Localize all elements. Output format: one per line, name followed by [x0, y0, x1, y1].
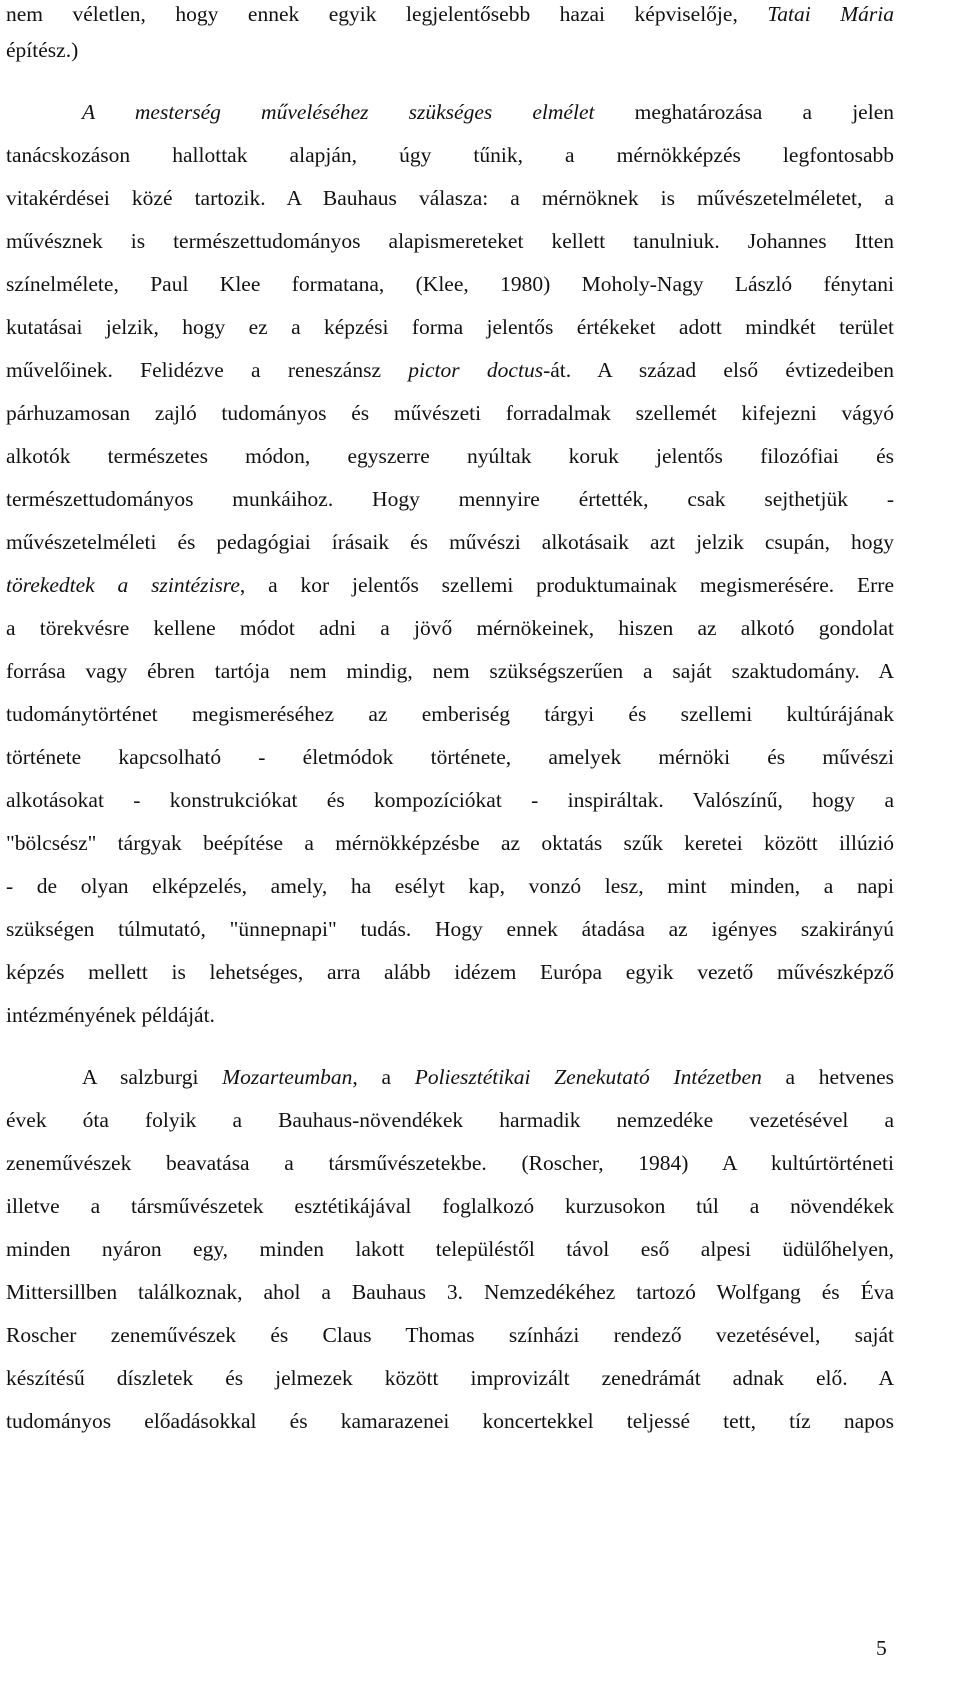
text-line [6, 36, 894, 64]
text-line [6, 0, 894, 28]
italic-text: Poliesztétikai Zenekutató Intézetben [414, 1065, 762, 1089]
text-run: tudománytörténet megismeréséhez az emberiség tárgyi és szellemi kultúrájának [6, 702, 894, 726]
text-run: kutatásai jelzik, hogy ez a képzési forma jelentős értékeket adott mindkét terület [6, 315, 894, 339]
text-run: színelmélete, Paul Klee formatana, (Klee, 1980) Moholy-Nagy László fénytani [6, 272, 894, 296]
text-run: Mittersillben találkoznak, ahol a Bauhaus 3. Nemzedékéhez tartozó Wolfgang és Éva [6, 1280, 894, 1304]
text-line [6, 528, 894, 556]
italic-text: Mozarteumban [222, 1065, 353, 1089]
page-number: 5 [876, 1636, 887, 1660]
text-run: illetve a társművészetek esztétikájával foglalkozó kurzusokon túl a növendékek [6, 1194, 894, 1218]
text-line [6, 485, 894, 513]
text-line [6, 270, 894, 298]
text-line [6, 141, 894, 169]
text-line [6, 571, 894, 599]
text-run: , a [352, 1065, 415, 1089]
text-line [6, 915, 894, 943]
text-line [6, 399, 894, 427]
text-line [6, 700, 894, 728]
text-line [6, 743, 894, 771]
text-run: "bölcsész" tárgyak beépítése a mérnökképzésbe az oktatás szűk keretei között illúzió [6, 831, 894, 855]
text-run: párhuzamosan zajló tudományos és művészeti forradalmak szellemét kifejezni vágyó [6, 401, 894, 425]
text-run: művésznek is természettudományos alapismereteket kellett tanulniuk. Johannes Itten [6, 229, 894, 253]
text-line [6, 313, 894, 341]
text-line [6, 1149, 894, 1177]
text-run: Roscher zeneművészek és Claus Thomas színházi rendező vezetésével, saját [6, 1323, 894, 1347]
text-line [6, 1321, 894, 1349]
text-line [6, 442, 894, 470]
text-run: , a kor jelentős szellemi produktumainak megismerésére. Erre [239, 573, 894, 597]
text-run: A salzburgi [82, 1065, 223, 1089]
text-run: alkotók természetes módon, egyszerre nyúltak koruk jelentős filozófiai és [6, 444, 894, 468]
text-line [82, 1063, 894, 1091]
text-run: -át. A század első évtizedeiben [543, 358, 894, 382]
text-run: meghatározása a jelen [594, 100, 894, 124]
italic-text: pictor doctus [408, 358, 544, 382]
text-line [6, 872, 894, 900]
text-line [6, 1278, 894, 1306]
text-line [6, 1001, 894, 1029]
text-line [6, 1106, 894, 1134]
text-line [6, 786, 894, 814]
text-run: zeneművészek beavatása a társművészetekbe. (Roscher, 1984) A kultúrtörténeti [6, 1151, 894, 1175]
text-run: - de olyan elképzelés, amely, ha esélyt kap, vonzó lesz, mint minden, a napi [6, 874, 894, 898]
text-run: tudományos előadásokkal és kamarazenei koncertekkel teljessé tett, tíz napos [6, 1409, 894, 1433]
text-line [6, 829, 894, 857]
text-run: minden nyáron egy, minden lakott településtől távol eső alpesi üdülőhelyen, [6, 1237, 894, 1261]
text-run: nem véletlen, hogy ennek egyik legjelentősebb hazai képviselője, [6, 2, 768, 26]
text-run: művészetelméleti és pedagógiai írásaik és művészi alkotásaik azt jelzik csupán, hogy [6, 530, 894, 554]
text-run: története kapcsolható - életmódok története, amelyek mérnöki és művészi [6, 745, 894, 769]
italic-text: Tatai Mária [767, 2, 894, 26]
text-line [6, 227, 894, 255]
text-run: a törekvésre kellene módot adni a jövő mérnökeinek, hiszen az alkotó gondolat [6, 616, 894, 640]
text-line [82, 98, 894, 126]
text-run: évek óta folyik a Bauhaus-növendékek harmadik nemzedéke vezetésével a [6, 1108, 894, 1132]
text-line [6, 1192, 894, 1220]
text-line [6, 184, 894, 212]
text-run: vitakérdései közé tartozik. A Bauhaus válasza: a mérnöknek is művészetelméletet, a [6, 186, 894, 210]
text-run: készítésű díszletek és jelmezek között improvizált zenedrámát adnak elő. A [6, 1366, 894, 1390]
text-run: természettudományos munkáihoz. Hogy mennyire értették, csak sejthetjük - [6, 487, 894, 511]
text-run: tanácskozáson hallottak alapján, úgy tűnik, a mérnökképzés legfontosabb [6, 143, 894, 167]
text-line [6, 657, 894, 685]
text-run: szükségen túlmutató, "ünnepnapi" tudás. Hogy ennek átadása az igényes szakirányú [6, 917, 894, 941]
text-line [6, 614, 894, 642]
text-line [6, 958, 894, 986]
text-run: forrása vagy ébren tartója nem mindig, nem szükségszerűen a saját szaktudomány. A [6, 659, 894, 683]
text-run: építész.) [6, 38, 79, 62]
text-run: művelőinek. Felidézve a reneszánsz [6, 358, 409, 382]
text-line [6, 1364, 894, 1392]
text-run: intézményének példáját. [6, 1003, 215, 1027]
text-line [6, 356, 894, 384]
italic-text: A mesterség műveléséhez szükséges elmélet [82, 100, 595, 124]
text-line [6, 1235, 894, 1263]
text-run: a hetvenes [761, 1065, 894, 1089]
text-run: képzés mellett is lehetséges, arra alább idézem Európa egyik vezető művészképző [6, 960, 894, 984]
text-run: alkotásokat - konstrukciókat és kompozíciókat - inspiráltak. Valószínű, hogy a [6, 788, 894, 812]
italic-text: törekedtek a szintézisre [6, 573, 240, 597]
text-line [6, 1407, 894, 1435]
